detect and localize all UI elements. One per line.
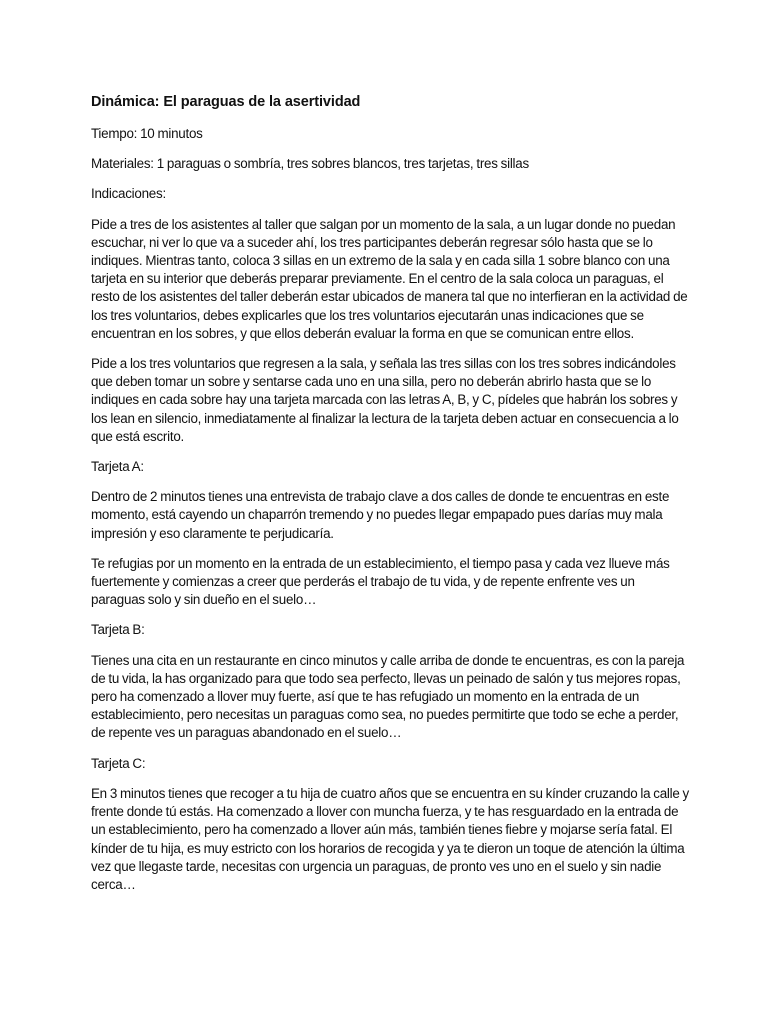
document-title: Dinámica: El paraguas de la asertividad: [91, 94, 361, 110]
indicaciones-paragraph-1: Pide a tres de los asistentes al taller que salgan por un momento de la sala, a un lugar donde no puedan escuchar, ni ver lo que va a suceder ahí, los tres participantes deberán regresar sólo hasta que se lo indiques. Mientras tanto, coloca 3 sillas en un extremo de la sala y en cada silla 1 sobre blanco con una tarjeta en su interior que deberás preparar previamente. En el centro de la sala coloca un paraguas, el resto de los asistentes del taller deberán estar ubicados de manera tal que no interfieran en la actividad de los tres voluntarios, debes explicarles que los tres voluntarios ejecutarán unas indicaciones que se encuentran en los sobres, y que ellos deberán evaluar la forma en que se comunican entre ellos.: [91, 216, 688, 341]
tarjeta-a-paragraph-1: Dentro de 2 minutos tienes una entrevista de trabajo clave a dos calles de donde te encuentras en este momento, está cayendo un chaparrón tremendo y no puedes llegar empapado pues darías muy mala impresión y eso claramente te perjudicaría.: [91, 489, 670, 541]
tarjeta-b-label: Tarjeta B:: [91, 622, 145, 638]
tarjeta-c-label: Tarjeta C:: [91, 755, 146, 771]
tiempo-line: Tiempo: 10 minutos: [91, 126, 203, 141]
document-page: [91, 92, 689, 906]
tarjeta-a-paragraph-2: Te refugias por un momento en la entrada de un establecimiento, el tiempo pasa y cada vez llueve más fuertemente y comienzas a creer que perderás el trabajo de tu vida, y de repente enfrente ves un paraguas solo y sin dueño en el suelo…: [91, 555, 670, 608]
tarjeta-c-paragraph-1: En 3 minutos tienes que recoger a tu hija de cuatro años que se encuentra en su kínder cruzando la calle y frente donde tú estás. Ha comenzado a llover con muncha fuerza, y te has resguardado en la entrada de un establecimiento, pero ha comenzado a llover aún más, también tienes fiebre y mojarse sería fatal. El kínder de tu hija, es muy estricto con los horarios de recogida y ya te dieron un toque de atención la última vez que llegaste tarde, necesitas con urgencia un paraguas, de pronto ves uno en el suelo y sin nadie cerca…: [91, 785, 689, 892]
tarjeta-a-label: Tarjeta A:: [91, 459, 144, 475]
materiales-line: Materiales: 1 paraguas o sombría, tres sobres blancos, tres tarjetas, tres sillas: [91, 156, 529, 172]
indicaciones-paragraph-2: Pide a los tres voluntarios que regresen a la sala, y señala las tres sillas con los tres sobres indicándoles que deben tomar un sobre y sentarse cada uno en una silla, pero no deberán abrirlo hasta que se lo indiques en cada sobre hay una tarjeta marcada con las letras A, B, y C, pídeles que habrán los sobres y los lean en silencio, inmediatamente al finalizar la lectura de la tarjeta deben actuar en consecuencia a lo que está escrito.: [91, 356, 679, 444]
tarjeta-b-paragraph-1: Tienes una cita en un restaurante en cinco minutos y calle arriba de donde te encuentras, es con la pareja de tu vida, la has organizado para que todo sea perfecto, llevas un peinado de salón y tus mejores ropas, pero ha comenzado a llover muy fuerte, así que te has refugiado un momento en la entrada de un establecimiento, pero necesitas un paraguas como sea, no puedes permitirte que todo se eche a perder, de repente ves un paraguas abandonado en el suelo…: [91, 652, 685, 741]
indicaciones-label: Indicaciones:: [91, 186, 166, 202]
